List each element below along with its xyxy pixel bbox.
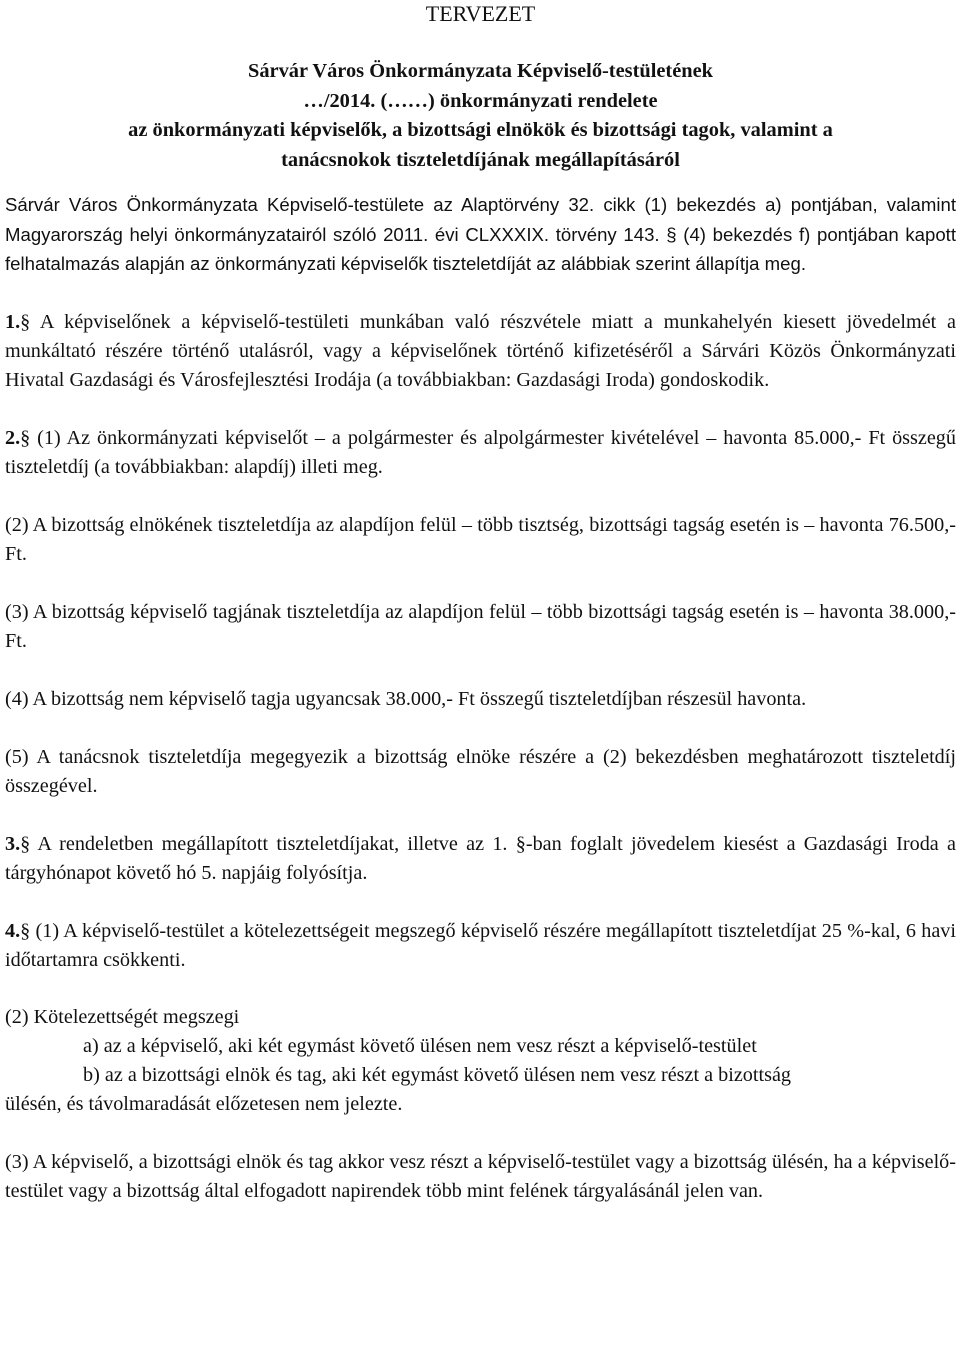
section-text: § (1) A képviselő-testület a kötelezettségeit megszegő képviselő részére megállapított tiszteletdíjat 25 %-kal, 6 havi időtartamra csökkenti. xyxy=(5,919,956,971)
draft-label: TERVEZET xyxy=(425,1,536,26)
section-2-paragraph-5: (5) A tanácsnok tiszteletdíja megegyezik a bizottság elnöke részére a (2) bekezdésben meghatározott tiszteletdíj összegével. xyxy=(5,745,956,797)
section-1 xyxy=(5,308,956,395)
section-4-paragraph-3: (3) A képviselő, a bizottsági elnök és tag akkor vesz részt a képviselő-testület vagy a bizottság ülésén, ha a képviselő-testület vagy a bizottság által elfogadott napirendek több mint felének tárgyalásánál jelen van. xyxy=(5,1150,956,1202)
section-4-point-a: a) az a képviselő, aki két egymást követő ülésen nem vesz részt a képviselő-testület xyxy=(83,1034,757,1057)
section-text: § A rendeletben megállapított tiszteletdíjakat, illetve az 1. §-ban foglalt jövedelem kiesést a Gazdasági Iroda a tárgyhónapot követő hó 5. napjáig folyósítja. xyxy=(5,832,956,884)
section-2-paragraph-2: (2) A bizottság elnökének tiszteletdíja az alapdíjon felül – több tisztség, bizottsági tagság esetén is – havonta 76.500,- Ft. xyxy=(5,513,956,565)
preamble: Sárvár Város Önkormányzata Képviselő-testülete az Alaptörvény 32. cikk (1) bekezdés a) pontjában, valamint Magyarország helyi önkormányzatairól szóló 2011. évi CLXXXIX. törvény 143. § (4) bekezdés f) pontjában kapott felhatalmazás alapján az önkormányzati képviselők tiszteletdíját az alábbiak szerint állapítja meg. xyxy=(5,194,956,274)
section-4-paragraph-1 xyxy=(5,917,956,975)
title-line: Sárvár Város Önkormányzata Képviselő-testületének xyxy=(248,60,713,82)
section-2-paragraph-3: (3) A bizottság képviselő tagjának tiszteletdíja az alapdíjon felül – több bizottsági tagság esetén is – havonta 38.000,- Ft. xyxy=(5,600,956,652)
title-line: tanácsnokok tiszteletdíjának megállapításáról xyxy=(281,148,680,171)
section-4-paragraph-2-closing: ülésén, és távolmaradását előzetesen nem jelezte. xyxy=(5,1092,403,1115)
section-number: 4. xyxy=(5,919,21,942)
title-line: az önkormányzati képviselők, a bizottsági elnökök és bizottsági tagok, valamint a xyxy=(128,119,833,141)
section-2-paragraph-1 xyxy=(5,424,956,482)
section-4-paragraph-2: (2) Kötelezettségét megszegi xyxy=(5,1005,240,1028)
section-text: § (1) Az önkormányzati képviselőt – a polgármester és alpolgármester kivételével – havonta 85.000,- Ft összegű tiszteletdíj (a továbbiakban: alapdíj) illeti meg. xyxy=(5,426,956,478)
title-line: …/2014. (……) önkormányzati rendelete xyxy=(303,89,658,112)
section-4-point-b: b) az a bizottsági elnök és tag, aki két egymást követő ülésen nem vesz részt a bizottság xyxy=(83,1063,792,1086)
document-page xyxy=(5,0,956,1206)
section-number: 2. xyxy=(5,426,21,449)
section-3 xyxy=(5,830,956,888)
regulation-title xyxy=(5,57,956,175)
section-2-paragraph-4: (4) A bizottság nem képviselő tagja ugyancsak 38.000,- Ft összegű tiszteletdíjban részesül havonta. xyxy=(5,687,807,710)
section-text: § A képviselőnek a képviselő-testületi munkában való részvétele miatt a munkahelyén kiesett jövedelmét a munkáltató részére történő utalásról, vagy a képviselőnek történő kifizetéséről a Sárvári Közös Önkormányzati Hivatal Gazdasági és Városfejlesztési Irodája (a továbbiakban: Gazdasági Iroda) gondoskodik. xyxy=(5,310,956,391)
section-number: 3. xyxy=(5,832,21,855)
section-number: 1. xyxy=(5,310,21,333)
